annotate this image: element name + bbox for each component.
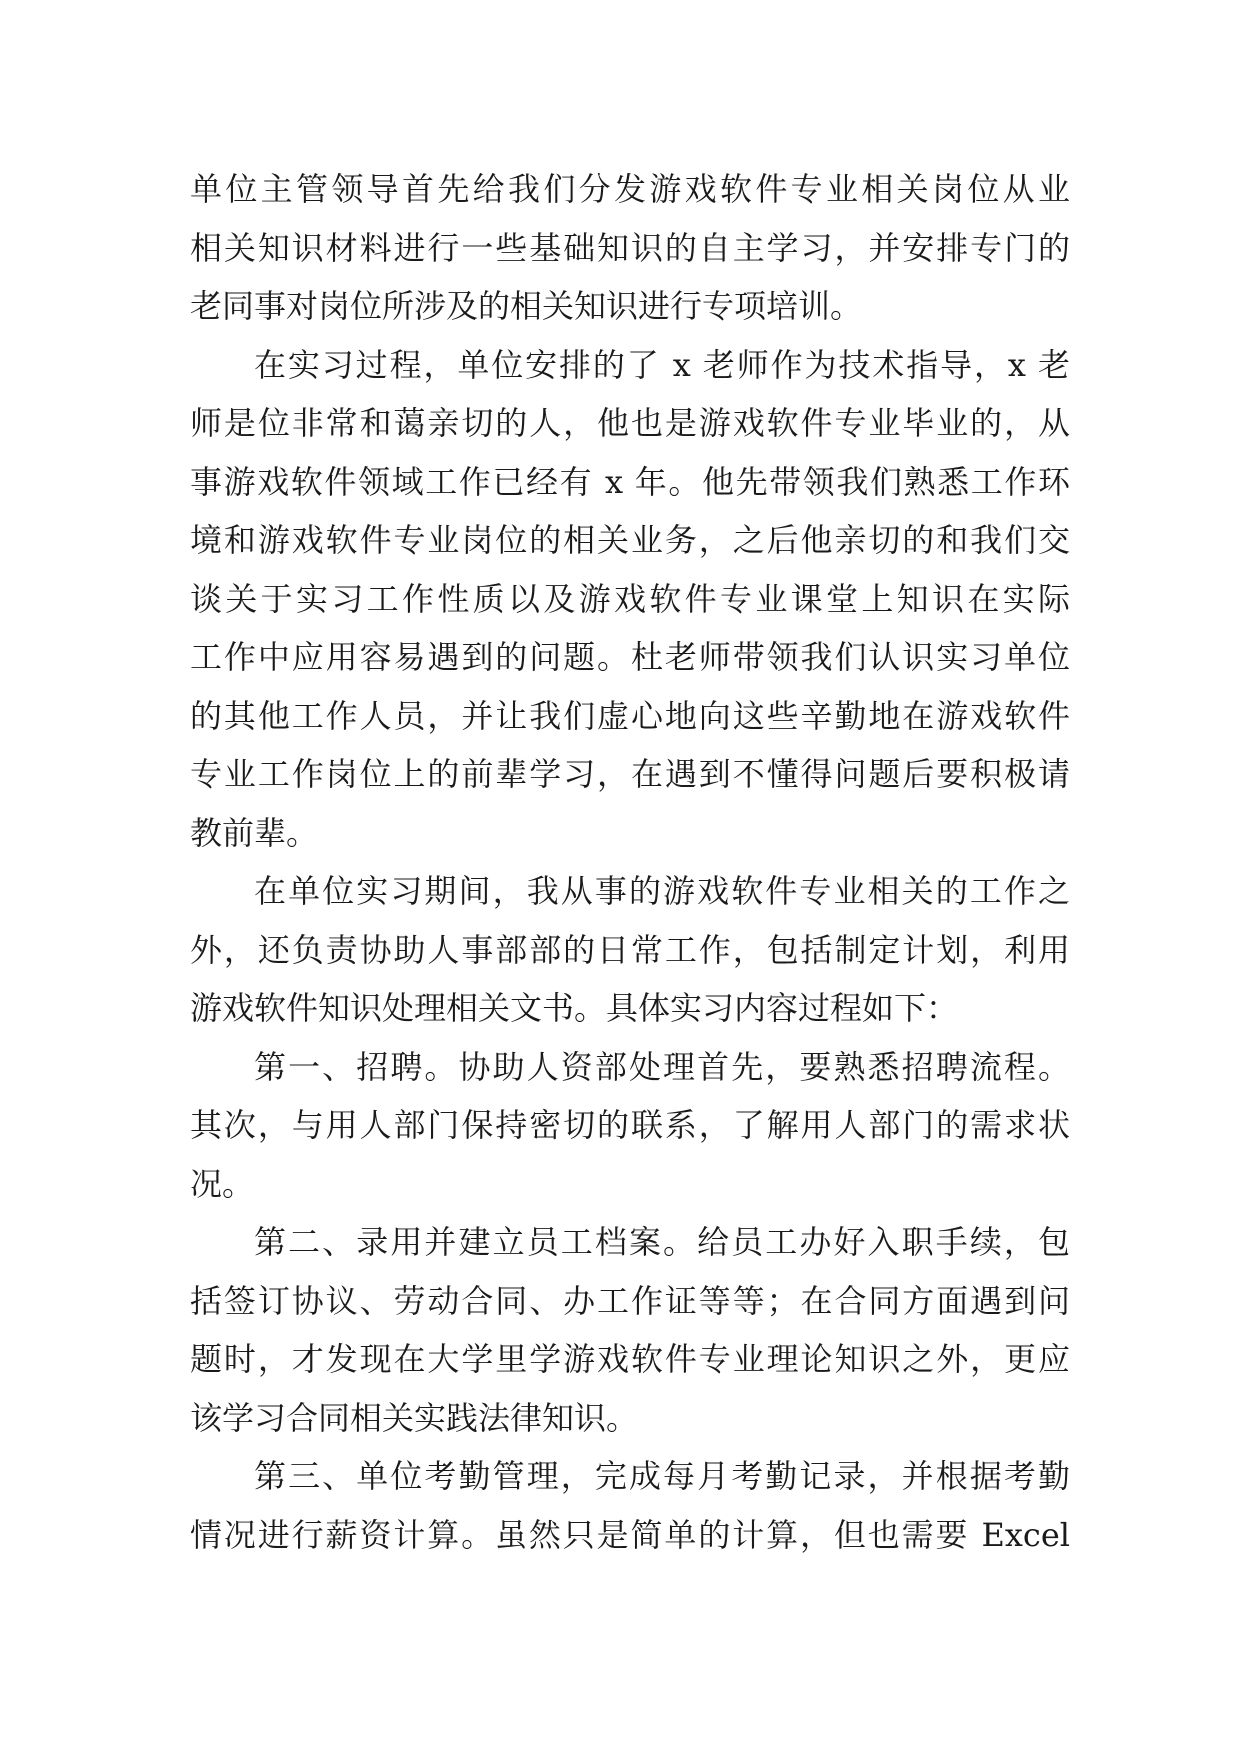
text-line: 游戏软件知识处理相关文书。具体实习内容过程如下：: [190, 989, 959, 1027]
text-line: 第一、招聘。协助人资部处理首先，要熟悉招聘流程。: [254, 1047, 1070, 1086]
text-line: 师是位非常和蔼亲切的人，他也是游戏软件专业毕业的，从: [190, 404, 1070, 442]
text-line: 专业工作岗位上的前辈学习，在遇到不懂得问题后要积极请: [190, 755, 1070, 793]
text-line: 第三、单位考勤管理，完成每月考勤记录，并根据考勤: [254, 1457, 1070, 1495]
text-line: 境和游戏软件专业岗位的相关业务，之后他亲切的和我们交: [190, 521, 1070, 559]
text-line: 在实习过程，单位安排的了 x 老师作为技术指导，x 老: [254, 345, 1070, 384]
text-line: 外，还负责协助人事部部的日常工作，包括制定计划，利用: [190, 930, 1070, 969]
text-line: 教前辈。: [190, 813, 319, 852]
text-line: 单位主管领导首先给我们分发游戏软件专业相关岗位从业: [190, 170, 1070, 208]
text-line: 事游戏软件领域工作已经有 x 年。他先带领我们熟悉工作环: [190, 462, 1070, 501]
paragraph: [190, 1447, 1070, 1564]
paragraph: [190, 1038, 1070, 1214]
text-line: 况。: [190, 1164, 255, 1203]
text-line: 在单位实习期间，我从事的游戏软件专业相关的工作之: [254, 872, 1070, 910]
text-line: 老同事对岗位所涉及的相关知识进行专项培训。: [190, 287, 863, 325]
paragraph: [190, 160, 1070, 336]
text-line: 其次，与用人部门保持密切的联系，了解用人部门的需求状: [190, 1106, 1070, 1144]
paragraph: [190, 336, 1070, 863]
text-line: 情况进行薪资计算。虽然只是简单的计算，但也需要 Excel: [190, 1515, 1070, 1554]
text-line: 的其他工作人员，并让我们虚心地向这些辛勤地在游戏软件: [190, 696, 1070, 735]
text-line: 谈关于实习工作性质以及游戏软件专业课堂上知识在实际: [190, 579, 1070, 618]
text-line: 括签订协议、劳动合同、办工作证等等；在合同方面遇到问: [190, 1281, 1070, 1320]
text-line: 第二、录用并建立员工档案。给员工办好入职手续，包: [254, 1223, 1070, 1261]
document-body: [190, 160, 1070, 1564]
text-line: 题时，才发现在大学里学游戏软件专业理论知识之外，更应: [190, 1340, 1070, 1378]
paragraph: [190, 1213, 1070, 1447]
text-line: 该学习合同相关实践法律知识。: [190, 1398, 639, 1437]
text-line: 相关知识材料进行一些基础知识的自主学习，并安排专门的: [190, 228, 1070, 267]
paragraph: [190, 862, 1070, 1038]
text-line: 工作中应用容易遇到的问题。杜老师带领我们认识实习单位: [190, 638, 1070, 676]
